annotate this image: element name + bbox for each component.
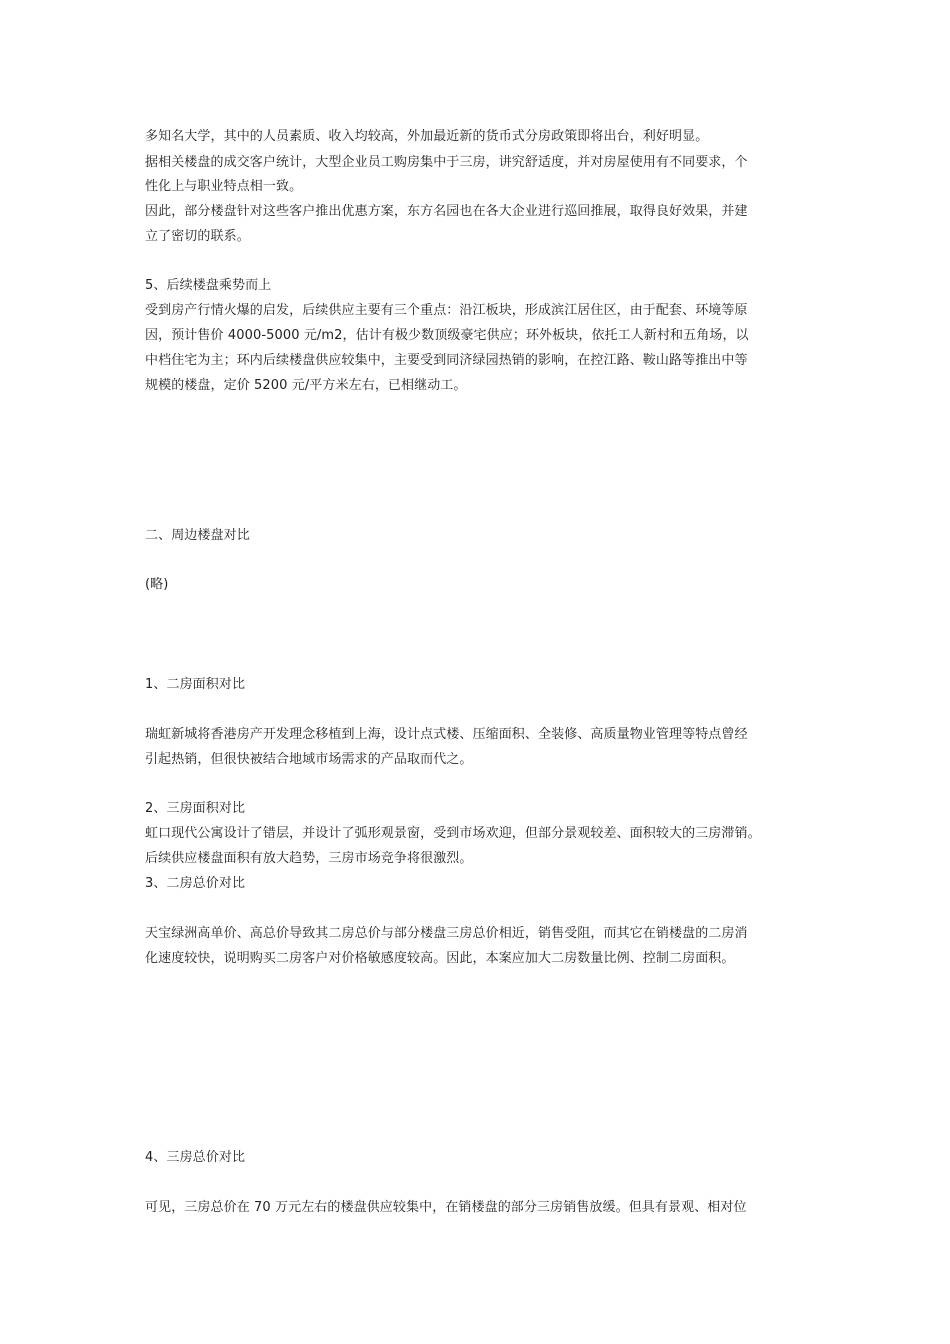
paragraph-line: 性化上与职业特点相一致。 (145, 179, 303, 194)
paragraph-line: 天宝绿洲高单价、高总价导致其二房总价与部分楼盘三房总价相近，销售受阻，而其它在销楼盘的二房消 (145, 926, 748, 941)
paragraph-line: 中档住宅为主；环内后续楼盘供应较集中，主要受到同济绿园热销的影响，在控江路、鞍山路等推出中等 (145, 353, 748, 368)
paragraph-line: 后续供应楼盘面积有放大趋势，三房市场竞争将很激烈。 (145, 851, 473, 866)
paragraph-line: 引起热销，但很快被结合地域市场需求的产品取而代之。 (145, 752, 473, 767)
paragraph-line: 因，预计售价 4000-5000 元/m2，估计有极少数顶级豪宅供应；环外板块，依托工人新村和五角场，以 (145, 328, 749, 343)
paragraph-line: 规模的楼盘，定价 5200 元/平方米左右，已相继动工。 (145, 378, 467, 393)
subsection-heading: 5、后续楼盘乘势而上 (145, 278, 272, 293)
paragraph-line: 虹口现代公寓设计了错层，并设计了弧形观景窗，受到市场欢迎，但部分景观较差、面积较大的三房滞销。 (145, 826, 761, 841)
paragraph-line: 因此，部分楼盘针对这些客户推出优惠方案，东方名园也在各大企业进行巡回推展，取得良好效果，并建 (145, 204, 748, 219)
subsection-heading: 4、三房总价对比 (145, 1150, 246, 1165)
subsection-heading: 2、三房面积对比 (145, 801, 246, 816)
omitted-note: (略) (145, 577, 169, 592)
subsection-heading: 3、二房总价对比 (145, 876, 246, 891)
subsection-heading: 1、二房面积对比 (145, 677, 246, 692)
paragraph-line: 受到房产行情火爆的启发，后续供应主要有三个重点：沿江板块，形成滨江居住区，由于配套、环境等原 (145, 303, 748, 318)
paragraph-line: 多知名大学，其中的人员素质、收入均较高，外加最近新的货币式分房政策即将出台，利好明显。 (145, 129, 709, 144)
paragraph-line: 据相关楼盘的成交客户统计，大型企业员工购房集中于三房，讲究舒适度，并对房屋使用有不同要求，个 (145, 155, 748, 170)
paragraph-line: 立了密切的联系。 (145, 229, 250, 244)
section-heading: 二、周边楼盘对比 (145, 528, 250, 543)
paragraph-line: 瑞虹新城将香港房产开发理念移植到上海，设计点式楼、压缩面积、全装修、高质量物业管理等特点曾经 (145, 727, 748, 742)
paragraph-line: 化速度较快，说明购买二房客户对价格敏感度较高。因此，本案应加大二房数量比例、控制二房面积。 (145, 951, 735, 966)
paragraph-line: 可见，三房总价在 70 万元左右的楼盘供应较集中，在销楼盘的部分三房销售放缓。但具有景观、相对位 (145, 1200, 747, 1215)
